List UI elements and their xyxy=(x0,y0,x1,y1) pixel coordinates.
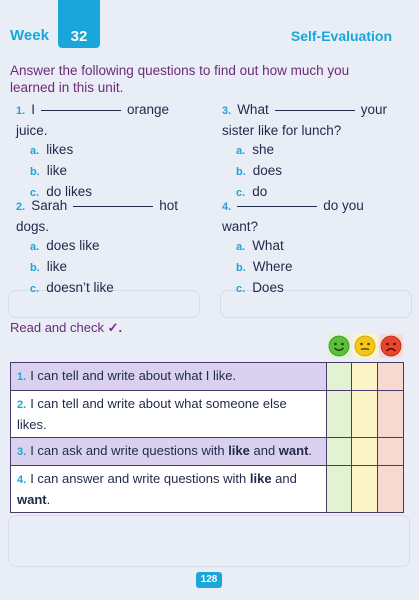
week-label: Week xyxy=(10,27,49,44)
question-4 xyxy=(222,196,412,299)
check-cell-sad[interactable] xyxy=(378,363,404,391)
question-text-after: your xyxy=(360,102,387,117)
answer-blank[interactable] xyxy=(275,110,355,111)
page-number: 128 xyxy=(196,572,222,588)
statement-part: and xyxy=(249,443,279,458)
check-cell-happy[interactable] xyxy=(326,391,352,438)
week-number: 32 xyxy=(70,28,88,45)
table-row xyxy=(11,363,404,391)
option-a[interactable]: a. likes xyxy=(30,142,74,157)
statement-part: I can tell and write about what I like. xyxy=(30,368,237,383)
question-number: 4. xyxy=(222,201,232,213)
check-cell-sad[interactable] xyxy=(378,438,404,466)
background-decoration xyxy=(8,515,410,567)
question-text-after: do you xyxy=(323,198,364,213)
section-title: Self-Evaluation xyxy=(290,28,392,44)
statement-text xyxy=(30,368,236,383)
option-a[interactable]: a. she xyxy=(236,142,274,157)
read-and-check-label: Read and check xyxy=(10,320,104,335)
option-a[interactable]: a. What xyxy=(236,238,284,253)
statement-text xyxy=(30,443,312,458)
rating-faces xyxy=(326,334,404,358)
table-row xyxy=(11,438,404,466)
neutral-face-icon xyxy=(353,334,377,358)
statement-part: I can answer and write questions with xyxy=(30,471,250,486)
statement-text xyxy=(17,396,287,432)
check-cell-sad[interactable] xyxy=(378,391,404,438)
statement-part: . xyxy=(308,443,313,458)
answer-blank[interactable] xyxy=(41,110,121,111)
keyword: want xyxy=(17,492,47,507)
check-cell-neutral[interactable] xyxy=(352,438,378,466)
question-text-after: orange xyxy=(126,102,169,117)
question-text-before: I xyxy=(31,102,35,117)
checkmark-icon: ✓. xyxy=(107,320,123,335)
table-row xyxy=(11,466,404,513)
table-row xyxy=(11,391,404,438)
happy-face-icon xyxy=(327,334,351,358)
question-text-line2: dogs. xyxy=(16,219,50,234)
instructions: Answer the following questions to find out how much you learned in this unit. xyxy=(10,63,350,95)
statement-cell: 1. I can tell and write about what I like. xyxy=(11,363,327,391)
check-cell-sad[interactable] xyxy=(378,466,404,513)
page-header xyxy=(0,22,419,52)
statement-part: I can ask and write questions with xyxy=(30,443,229,458)
statement-cell: 2. I can tell and write about what someone else likes. xyxy=(11,391,327,438)
option-c[interactable]: c. doesn’t like xyxy=(30,280,114,295)
question-text-line2: juice. xyxy=(16,123,48,138)
keyword: like xyxy=(249,471,272,486)
question-number: 2. xyxy=(16,201,26,213)
question-number: 3. xyxy=(222,105,232,117)
check-cell-neutral[interactable] xyxy=(352,391,378,438)
option-b[interactable]: b. like xyxy=(30,163,68,178)
option-c[interactable]: c. do likes xyxy=(30,184,92,199)
check-cell-neutral[interactable] xyxy=(352,363,378,391)
option-b[interactable]: b. Where xyxy=(236,259,293,274)
keyword: want xyxy=(278,443,309,458)
option-c[interactable]: c. do xyxy=(236,184,268,199)
answer-blank[interactable] xyxy=(237,206,317,207)
statement-cell: 4. I can answer and write questions with like and want. xyxy=(11,466,327,513)
statement-part: I can tell and write about what someone else likes. xyxy=(17,396,287,432)
check-cell-neutral[interactable] xyxy=(352,466,378,513)
option-b[interactable]: b. like xyxy=(30,259,68,274)
question-text-line2: want? xyxy=(222,219,259,234)
sad-face-icon xyxy=(379,334,403,358)
check-cell-happy[interactable] xyxy=(326,466,352,513)
option-c[interactable]: c. Does xyxy=(236,280,284,295)
self-check-table xyxy=(10,362,404,513)
question-2 xyxy=(16,196,206,299)
question-text-before: Sarah xyxy=(31,198,68,213)
read-and-check-heading xyxy=(10,320,122,336)
statement-part: . xyxy=(46,492,51,507)
question-1 xyxy=(16,100,206,203)
question-text-line2: sister like for lunch? xyxy=(222,123,342,138)
question-text-before: What xyxy=(237,102,269,117)
check-cell-happy[interactable] xyxy=(326,363,352,391)
check-cell-happy[interactable] xyxy=(326,438,352,466)
question-3 xyxy=(222,100,412,203)
option-b[interactable]: b. does xyxy=(236,163,283,178)
option-a[interactable]: a. does like xyxy=(30,238,100,253)
answer-blank[interactable] xyxy=(73,206,153,207)
statement-cell: 3. I can ask and write questions with like and want. xyxy=(11,438,327,466)
statement-text xyxy=(17,471,297,507)
question-text-after: hot xyxy=(159,198,178,213)
week-number-tab xyxy=(58,0,100,48)
keyword: like xyxy=(228,443,250,458)
statement-part: and xyxy=(271,471,297,486)
question-number: 1. xyxy=(16,105,26,117)
